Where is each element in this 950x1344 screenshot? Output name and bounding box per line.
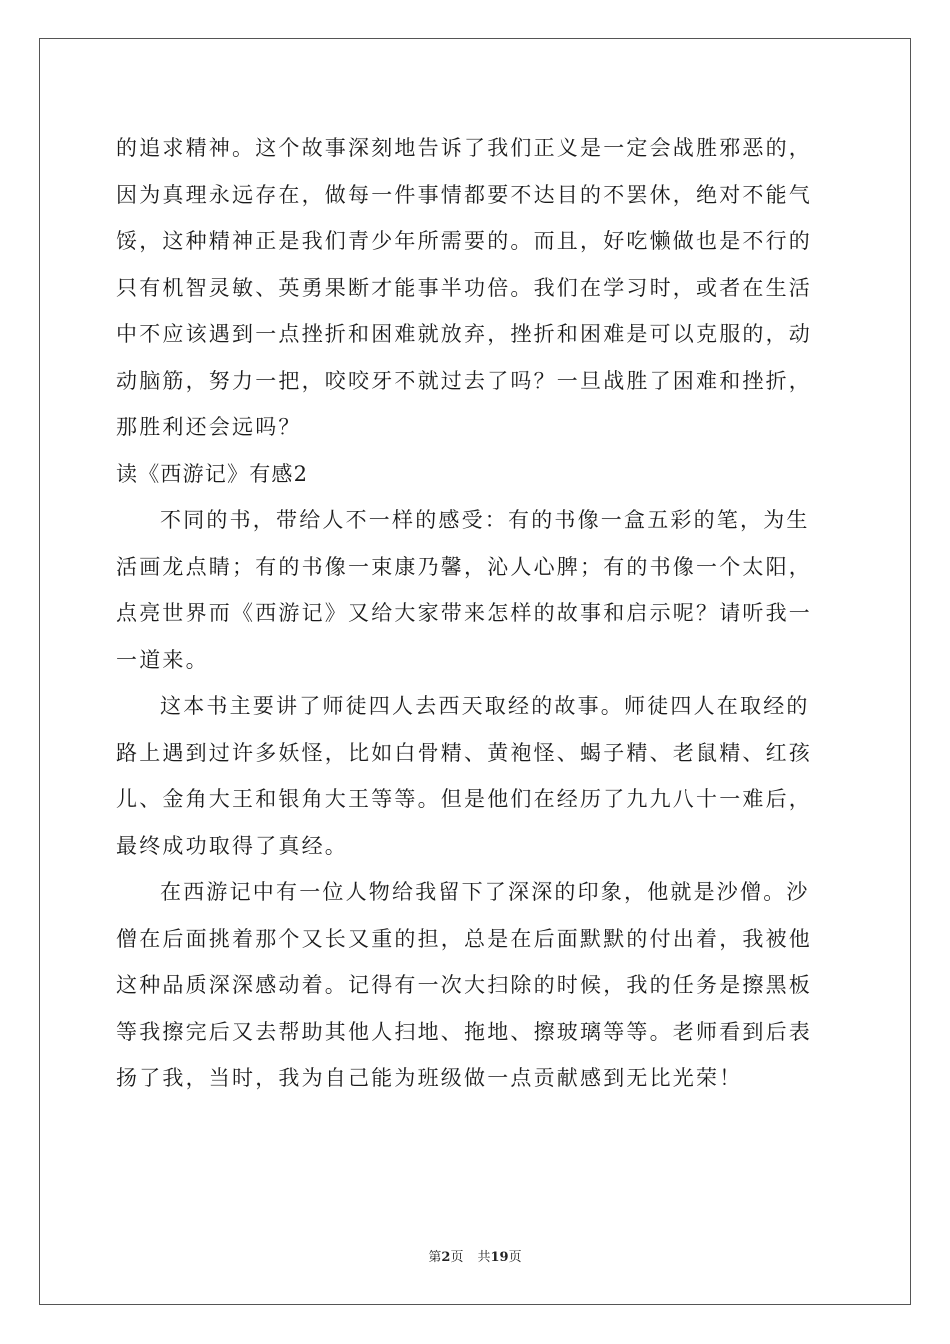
text-line: 最终成功取得了真经。: [116, 833, 348, 858]
text-line: 路上遇到过许多妖怪，比如白骨精、黄袍怪、蝎子精、老鼠精、红孩: [116, 740, 812, 765]
text-line: 馁，这种精神正是我们青少年所需要的。而且，好吃懒做也是不行的: [116, 229, 812, 253]
page-suffix: 页: [450, 1250, 464, 1265]
page-prefix: 第: [428, 1250, 442, 1265]
section-heading: 读《西游记》有感2: [116, 461, 309, 486]
text-line: 不同的书，带给人不一样的感受：有的书像一盒五彩的笔，为生: [160, 508, 810, 532]
text-line: 这本书主要讲了师徒四人去西天取经的故事。师徒四人在取经的: [160, 694, 810, 718]
text-line: 这种品质深深感动着。记得有一次大扫除的时候，我的任务是擦黑板: [116, 973, 812, 997]
text-line: 中不应该遇到一点挫折和困难就放弃，挫折和困难是可以克服的，动: [116, 322, 812, 346]
text-line: 在西游记中有一位人物给我留下了深深的印象，他就是沙僧。沙: [160, 880, 810, 904]
text-line: 一道来。: [116, 647, 209, 672]
text-line: 只有机智灵敏、英勇果断才能事半功倍。我们在学习时，或者在生活: [116, 275, 812, 300]
text-line: 活画龙点睛；有的书像一束康乃馨，沁人心脾；有的书像一个太阳，: [116, 554, 812, 579]
text-line: 动脑筋，努力一把，咬咬牙不就过去了吗？一旦战胜了困难和挫折，: [116, 368, 812, 393]
total-suffix: 页: [508, 1250, 522, 1265]
text-line: 因为真理永远存在，做每一件事情都要不达目的不罢休，绝对不能气: [116, 182, 812, 207]
total-pages: 19: [490, 1250, 509, 1265]
text-line: 僧在后面挑着那个又长又重的担，总是在后面默默的付出着，我被他: [116, 926, 812, 951]
text-line: 儿、金角大王和银角大王等等。但是他们在经历了九九八十一难后，: [116, 787, 812, 811]
text-line: 的追求精神。这个故事深刻地告诉了我们正义是一定会战胜邪恶的，: [116, 136, 812, 160]
page-footer: [0, 1246, 950, 1265]
page-number: 2: [441, 1250, 451, 1265]
total-prefix: 共: [477, 1250, 491, 1265]
document-body: [116, 125, 836, 1102]
text-line: 点亮世界而《西游记》又给大家带来怎样的故事和启示呢？请听我一: [116, 601, 812, 625]
text-line: 扬了我，当时，我为自己能为班级做一点贡献感到无比光荣！: [116, 1066, 743, 1090]
text-line: 等我擦完后又去帮助其他人扫地、拖地、擦玻璃等等。老师看到后表: [116, 1019, 812, 1044]
text-line: 那胜利还会远吗？: [116, 415, 302, 439]
